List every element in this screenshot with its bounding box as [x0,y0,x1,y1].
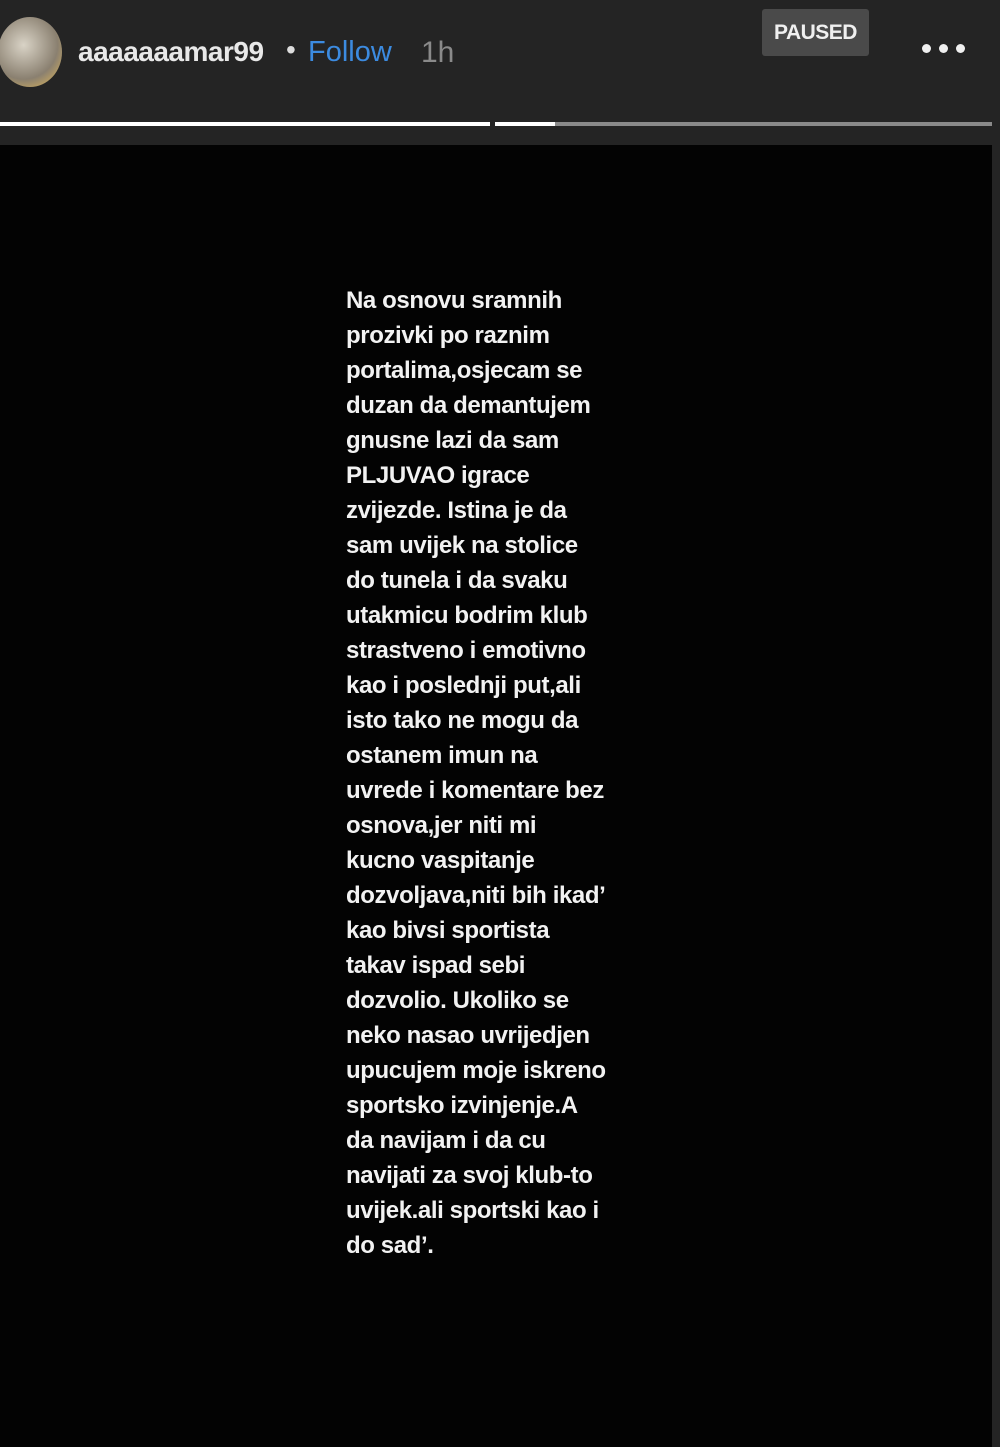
progress-segment-2 [495,122,992,126]
story-text-line: ostanem imun na [346,742,538,769]
follow-button[interactable]: Follow [308,36,392,68]
timestamp: 1h [421,36,455,69]
story-text-line: kucno vaspitanje [346,847,535,874]
story-text-line: zvijezde. Istina je da [346,497,567,524]
story-text-line: portalima,osjecam se [346,357,583,384]
story-text-line: upucujem moje iskreno [346,1057,606,1084]
separator-dot: • [286,34,296,65]
story-text-line: dozvolio. Ukoliko se [346,987,569,1014]
story-text-line: utakmicu bodrim klub [346,602,588,629]
story-text-line: dozvoljava,niti bih ikad’ [346,882,606,909]
story-text-line: navijati za svoj klub-to [346,1162,593,1189]
story-text-line: PLJUVAO igrace [346,462,530,489]
story-text-line: strastveno i emotivno [346,637,586,664]
story-text-line: da navijam i da cu [346,1127,546,1154]
story-text-line: gnusne lazi da sam [346,427,559,454]
progress-segment-1 [0,122,490,126]
paused-badge: PAUSED [762,9,869,56]
story-text-line: neko nasao uvrijedjen [346,1022,590,1049]
story-text-line: do sad’. [346,1232,434,1259]
story-text-line: uvrede i komentare bez [346,777,604,804]
story-text-line: do tunela i da svaku [346,567,568,594]
story-text-line: Na osnovu sramnih [346,287,562,314]
story-text-line: takav ispad sebi [346,952,526,979]
avatar[interactable] [0,17,62,87]
story-text-line: osnova,jer niti mi [346,812,537,839]
story-text-line: kao bivsi sportista [346,917,550,944]
story-text [346,283,606,1263]
story-text-line: prozivki po raznim [346,322,550,349]
story-text-line: sam uvijek na stolice [346,532,578,559]
story-text-line: duzan da demantujem [346,392,591,419]
story-text-line: kao i poslednji put,ali [346,672,581,699]
more-options-icon[interactable] [922,44,965,53]
story-text-line: isto tako ne mogu da [346,707,579,734]
username-link[interactable]: aaaaaaamar99 [78,36,264,67]
story-text-line: uvijek.ali sportski kao i [346,1197,599,1224]
story-text-line: sportsko izvinjenje.A [346,1092,578,1119]
